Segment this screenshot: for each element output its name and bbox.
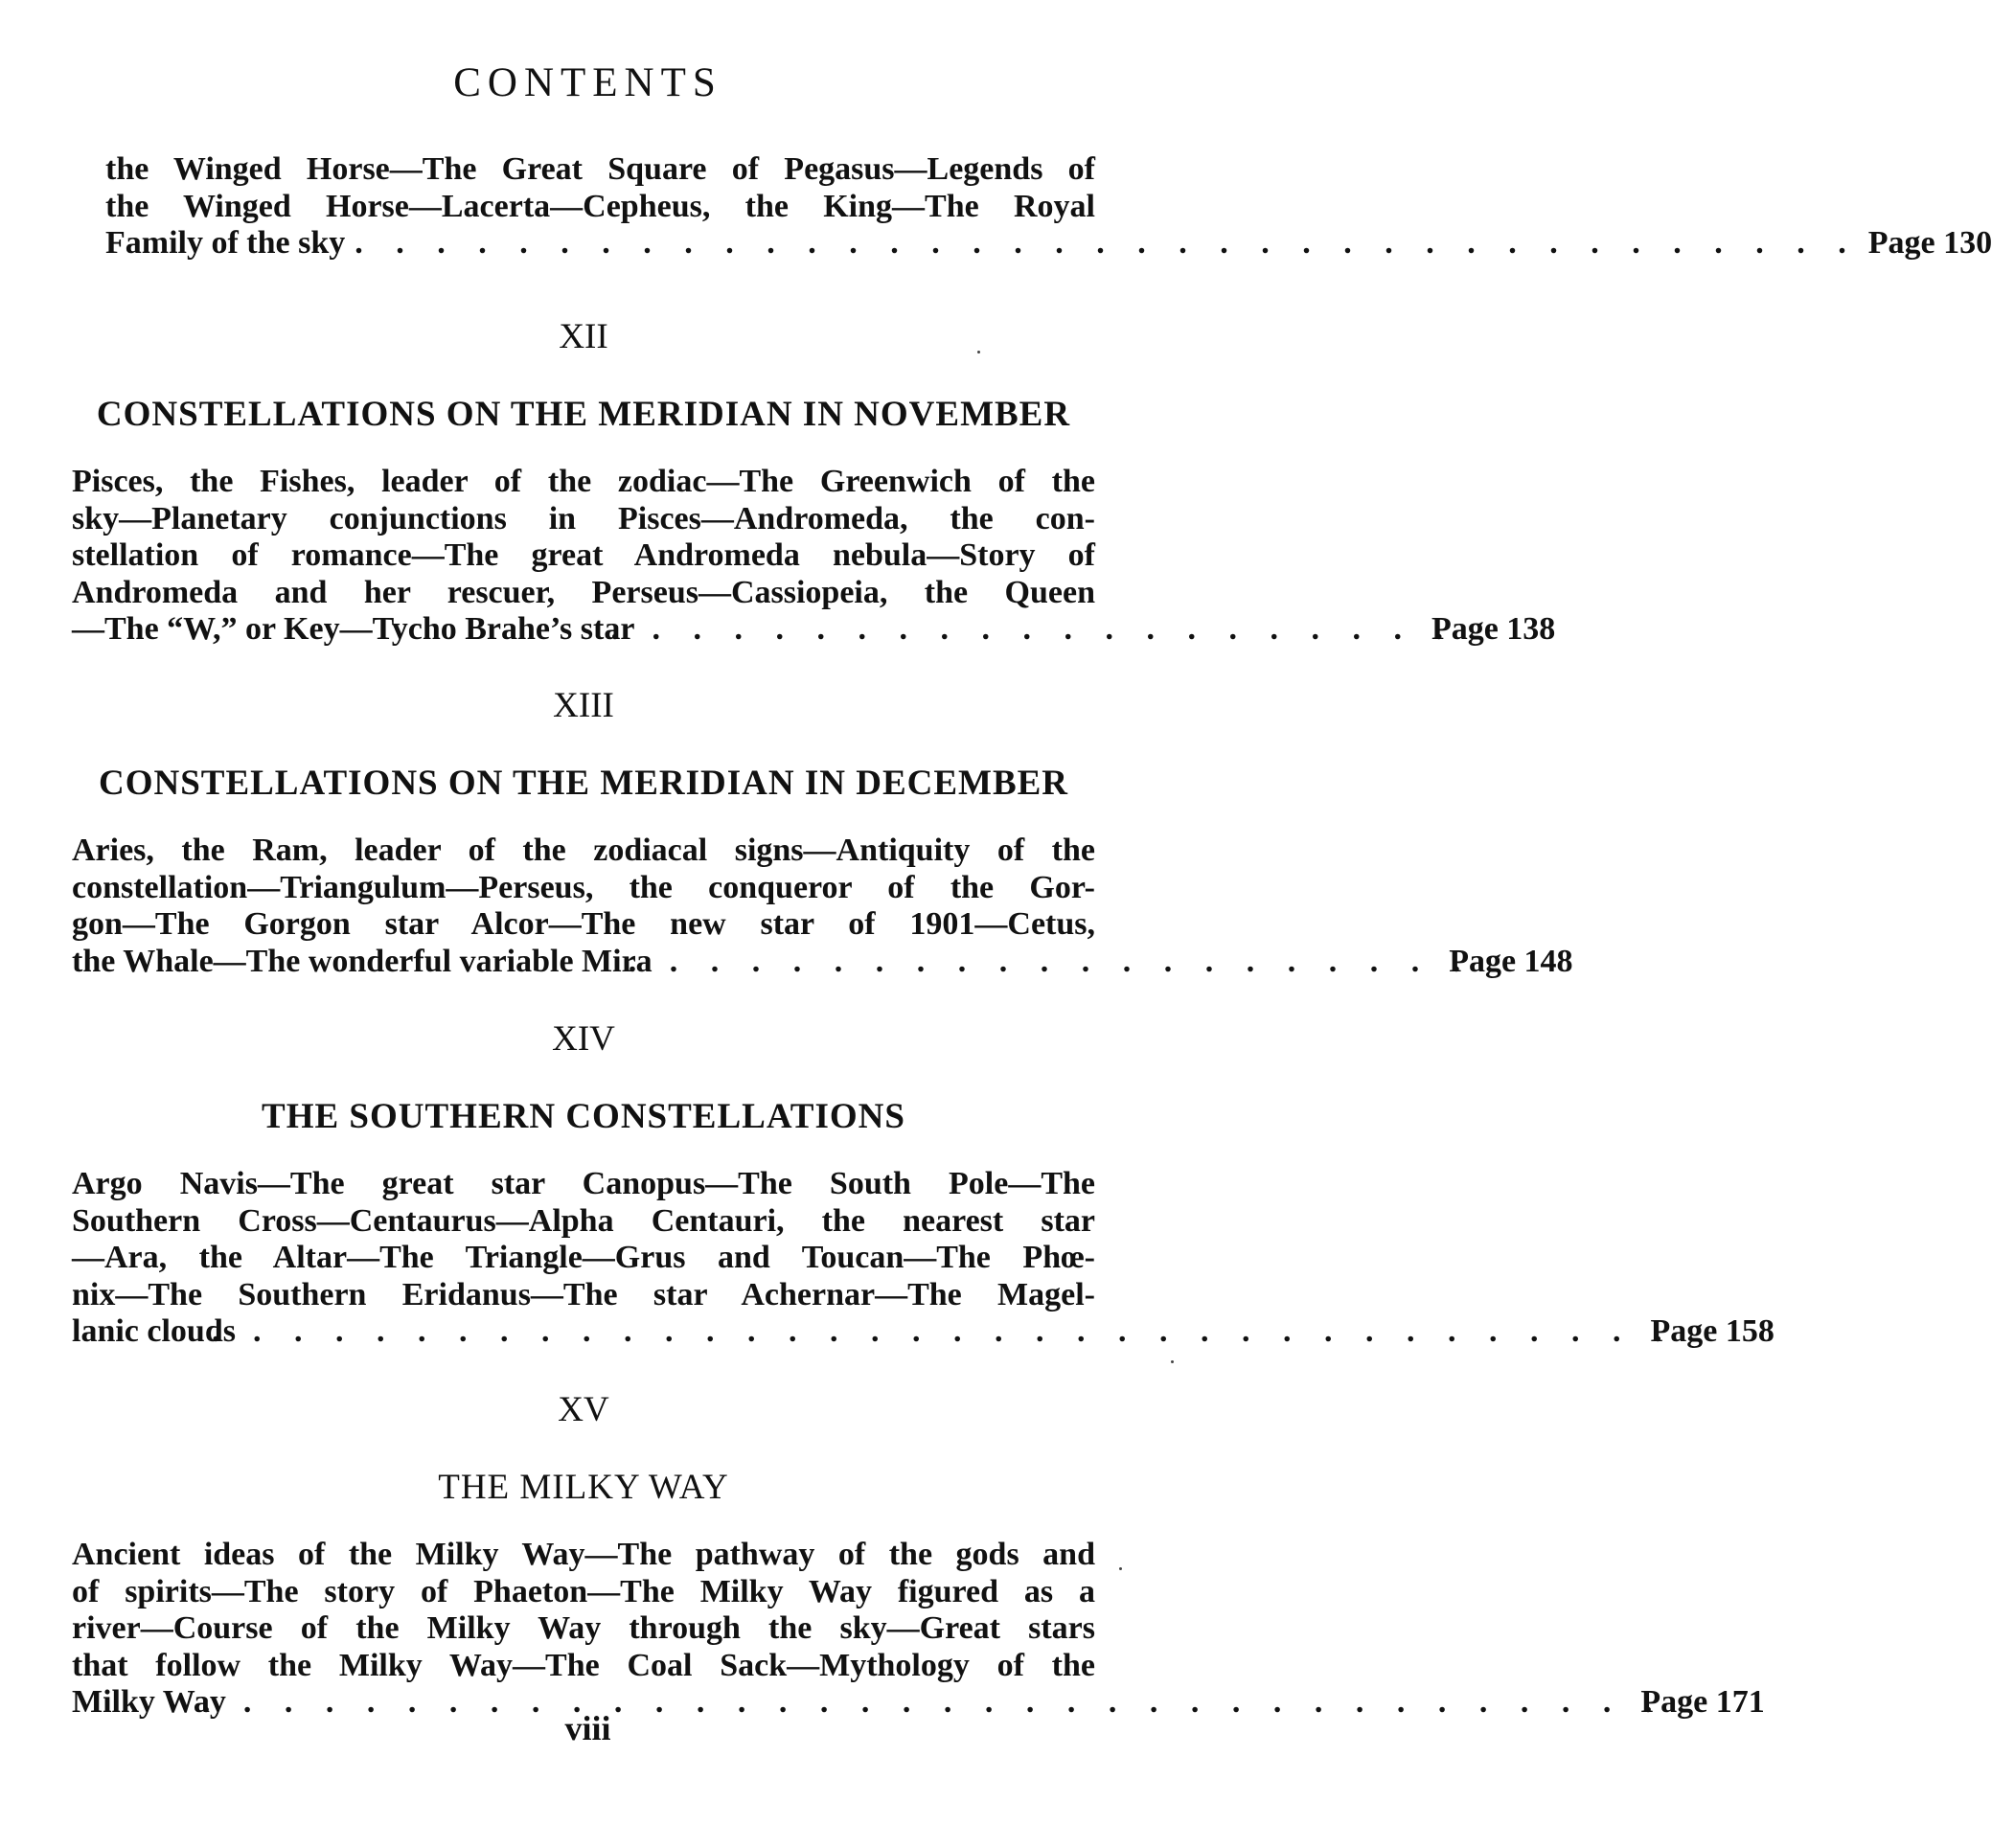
toc-entry-continued (72, 151, 1992, 262)
summary-line: river—Course of the Milky Way through the sky—Great stars (72, 1610, 1095, 1646)
chapter-summary (72, 833, 1573, 980)
running-head: CONTENTS (453, 60, 722, 105)
summary-line: gon—The Gorgon star Alcor—The new star of 1901—Cetus, (72, 906, 1095, 942)
summary-line: Pisces, the Fishes, leader of the zodiac—The Greenwich of the (72, 464, 1095, 499)
summary-line: of spirits—The story of Phaeton—The Milky Way figured as a (72, 1573, 1095, 1609)
chapter-summary (72, 1166, 1774, 1351)
summary-last-line (72, 943, 1573, 981)
toc-entry-xiv (72, 1018, 1774, 1351)
leader-dots: . . . . . . . . . . . . . . . . . . . . . . . . . . . . . . . . . . . . . (355, 225, 1859, 261)
leader-dots: . . . . . . . . . . . . . . . . . . . . . . . . . . . . . . . . . . . . (211, 1313, 1675, 1349)
chapter-number: XIII (553, 686, 614, 725)
summary-line: that follow the Milky Way—The Coal Sack—Mythology of the (72, 1647, 1095, 1683)
page-reference: Page 148 (1449, 943, 1573, 979)
toc-entry-xiii (72, 685, 1573, 980)
summary-line: constellation—Triangulum—Perseus, the conqueror of the Gor- (72, 869, 1095, 905)
summary-line: Southern Cross—Centaurus—Alpha Centauri, the nearest star (72, 1202, 1095, 1239)
chapter-title: CONSTELLATIONS ON THE MERIDIAN IN NOVEMBER (96, 395, 1071, 434)
summary-line: Aries, the Ram, leader of the zodiacal signs—Antiquity of the (72, 833, 1095, 868)
leader-dots: . . . . . . . . . . . . . . . . . . . . . (628, 943, 1474, 979)
summary-line: Argo Navis—The great star Canopus—The South Pole—The (72, 1166, 1095, 1201)
chapter-number: XII (559, 317, 608, 356)
chapter-summary (72, 151, 1992, 262)
summary-line: lanic clouds (72, 1313, 236, 1349)
summary-line: Andromeda and her rescuer, Perseus—Cassiopeia, the Queen (72, 574, 1095, 610)
summary-line: sky—Planetary conjunctions in Pisces—Andromeda, the con- (72, 500, 1095, 536)
chapter-number: XIV (552, 1019, 615, 1059)
chapter-number: XV (558, 1390, 609, 1429)
page-reference: Page 158 (1650, 1313, 1774, 1349)
print-speck (977, 351, 980, 354)
page-reference: Page 138 (1431, 611, 1556, 647)
page-reference: Page 171 (1640, 1684, 1765, 1720)
summary-line: Family of the sky (105, 225, 346, 261)
toc-entry-xii (72, 316, 1556, 649)
summary-last-line (72, 1313, 1774, 1351)
summary-line: —Ara, the Altar—The Triangle—Grus and Toucan—The Phœ- (72, 1240, 1095, 1275)
summary-line: —The “W,” or Key—Tycho Brahe’s star (72, 611, 635, 647)
summary-line: Ancient ideas of the Milky Way—The pathway of the gods and (72, 1537, 1095, 1572)
print-speck (1171, 1360, 1174, 1363)
print-speck (1119, 1567, 1122, 1570)
page-reference: Page 130 (1867, 225, 1992, 261)
summary-line: the Whale—The wonderful variable Mira (72, 943, 653, 979)
summary-line: Milky Way (72, 1684, 226, 1720)
chapter-summary (72, 464, 1556, 649)
chapter-title: CONSTELLATIONS ON THE MERIDIAN IN DECEMBER (98, 764, 1069, 803)
summary-line: nix—The Southern Eridanus—The star Achernar—The Magel- (72, 1276, 1095, 1312)
chapter-title: THE SOUTHERN CONSTELLATIONS (262, 1097, 905, 1136)
leader-dots: . . . . . . . . . . . . . . . . . . . . . (610, 611, 1455, 647)
chapter-summary (72, 1537, 1765, 1722)
leader-dots: . . . . . . . . . . . . . . . . . . . . . . . . . . . . . . . . . . . . (201, 1684, 1665, 1720)
summary-line: the Winged Horse—Lacerta—Cepheus, the King—The Royal (105, 188, 1095, 224)
summary-line: stellation of romance—The great Andromeda nebula—Story of (72, 537, 1095, 573)
summary-last-line (105, 225, 1992, 262)
summary-last-line (72, 611, 1556, 649)
toc-entry-xv (72, 1389, 1765, 1722)
chapter-title: THE MILKY WAY (438, 1468, 729, 1507)
summary-line: the Winged Horse—The Great Square of Pegasus—Legends of (105, 151, 1095, 187)
folio-page-number: viii (564, 1709, 611, 1747)
